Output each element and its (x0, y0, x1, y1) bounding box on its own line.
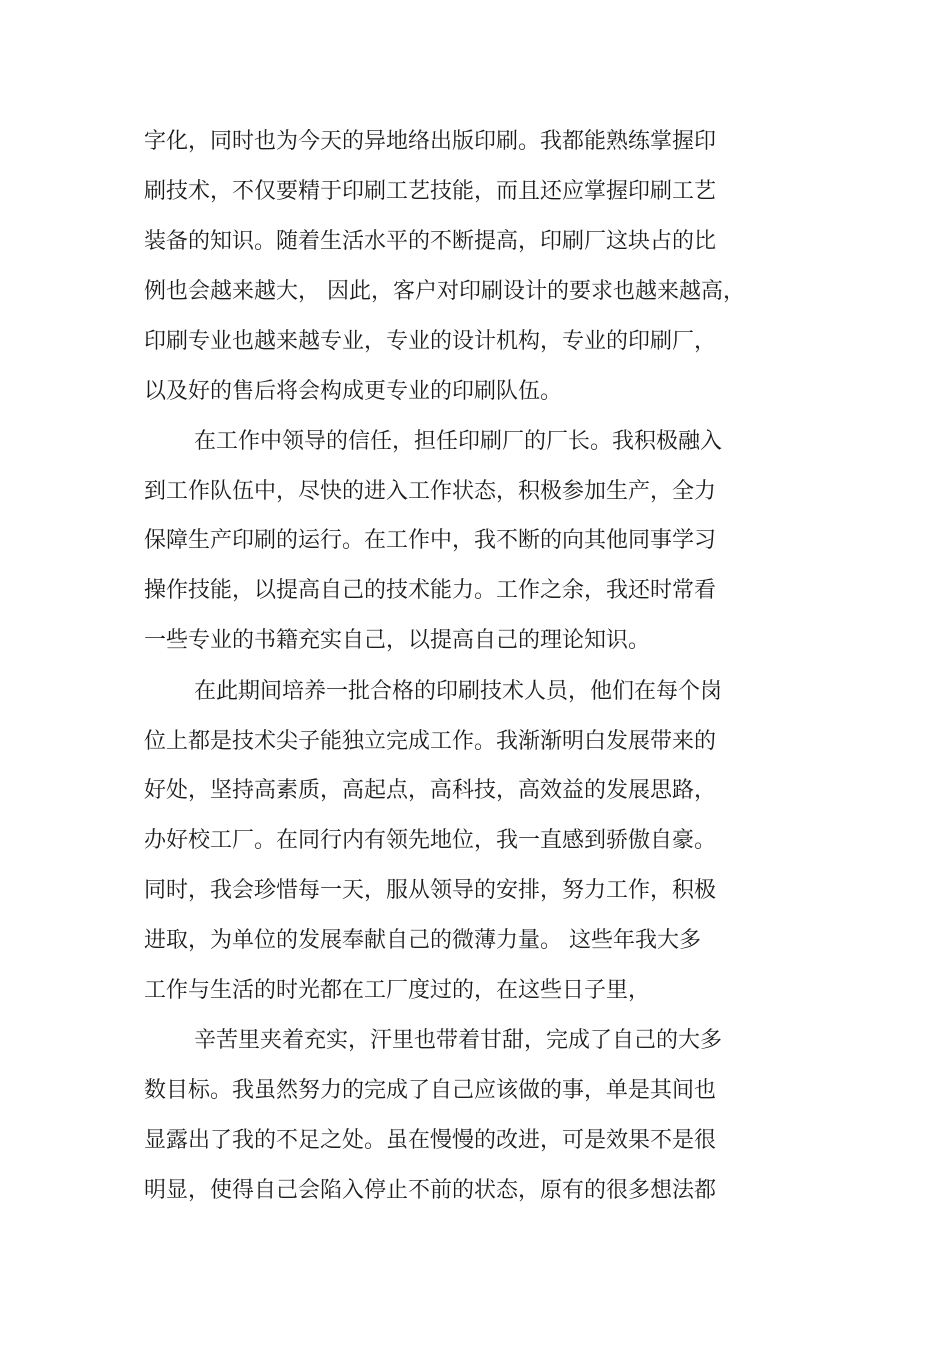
text-line: 字化，同时也为今天的异地络出版印刷。我都能熟练掌握印 (144, 129, 717, 154)
text-line: 位上都是技术尖子能独立完成工作。我渐渐明白发展带来的 (144, 729, 717, 754)
paragraph-first-line: 在此期间培养一批合格的印刷技术人员，他们在每个岗 (194, 679, 723, 704)
text-line: 刷技术，不仅要精于印刷工艺技能，而且还应掌握印刷工艺 (144, 179, 717, 204)
text-line: 明显，使得自己会陷入停止不前的状态，原有的很多想法都 (144, 1178, 717, 1203)
paragraph-first-line: 在工作中领导的信任，担任印刷厂的厂长。我积极融入 (194, 429, 723, 454)
text-line: 进取，为单位的发展奉献自己的微薄力量。 这些年我大多 (144, 928, 701, 953)
text-line: 以及好的售后将会构成更专业的印刷队伍。 (144, 379, 563, 404)
text-line: 显露出了我的不足之处。虽在慢慢的改进，可是效果不是很 (144, 1128, 717, 1153)
text-line: 例也会越来越大， 因此，客户对印刷设计的要求也越来越高， (144, 279, 745, 304)
text-line: 好处，坚持高素质，高起点，高科技，高效益的发展思路， (144, 778, 717, 803)
text-line: 操作技能，以提高自己的技术能力。工作之余，我还时常看 (144, 578, 717, 603)
text-line: 印刷专业也越来越专业，专业的设计机构，专业的印刷厂， (144, 329, 717, 354)
text-line: 装备的知识。随着生活水平的不断提高，印刷厂这块占的比 (144, 229, 717, 254)
text-line: 到工作队伍中，尽快的进入工作状态，积极参加生产，全力 (144, 479, 717, 504)
text-line: 一些专业的书籍充实自己，以提高自己的理论知识。 (144, 628, 651, 653)
paragraph-first-line: 辛苦里夹着充实，汗里也带着甘甜，完成了自己的大多 (194, 1028, 723, 1053)
text-line: 办好校工厂。在同行内有领先地位，我一直感到骄傲自豪。 (144, 828, 717, 853)
text-line: 同时，我会珍惜每一天，服从领导的安排，努力工作，积极 (144, 878, 717, 903)
text-line: 保障生产印刷的运行。在工作中，我不断的向其他同事学习 (144, 528, 717, 553)
text-line: 数目标。我虽然努力的完成了自己应该做的事，单是其间也 (144, 1078, 717, 1103)
text-line: 工作与生活的时光都在工厂度过的，在这些日子里， (144, 978, 651, 1003)
